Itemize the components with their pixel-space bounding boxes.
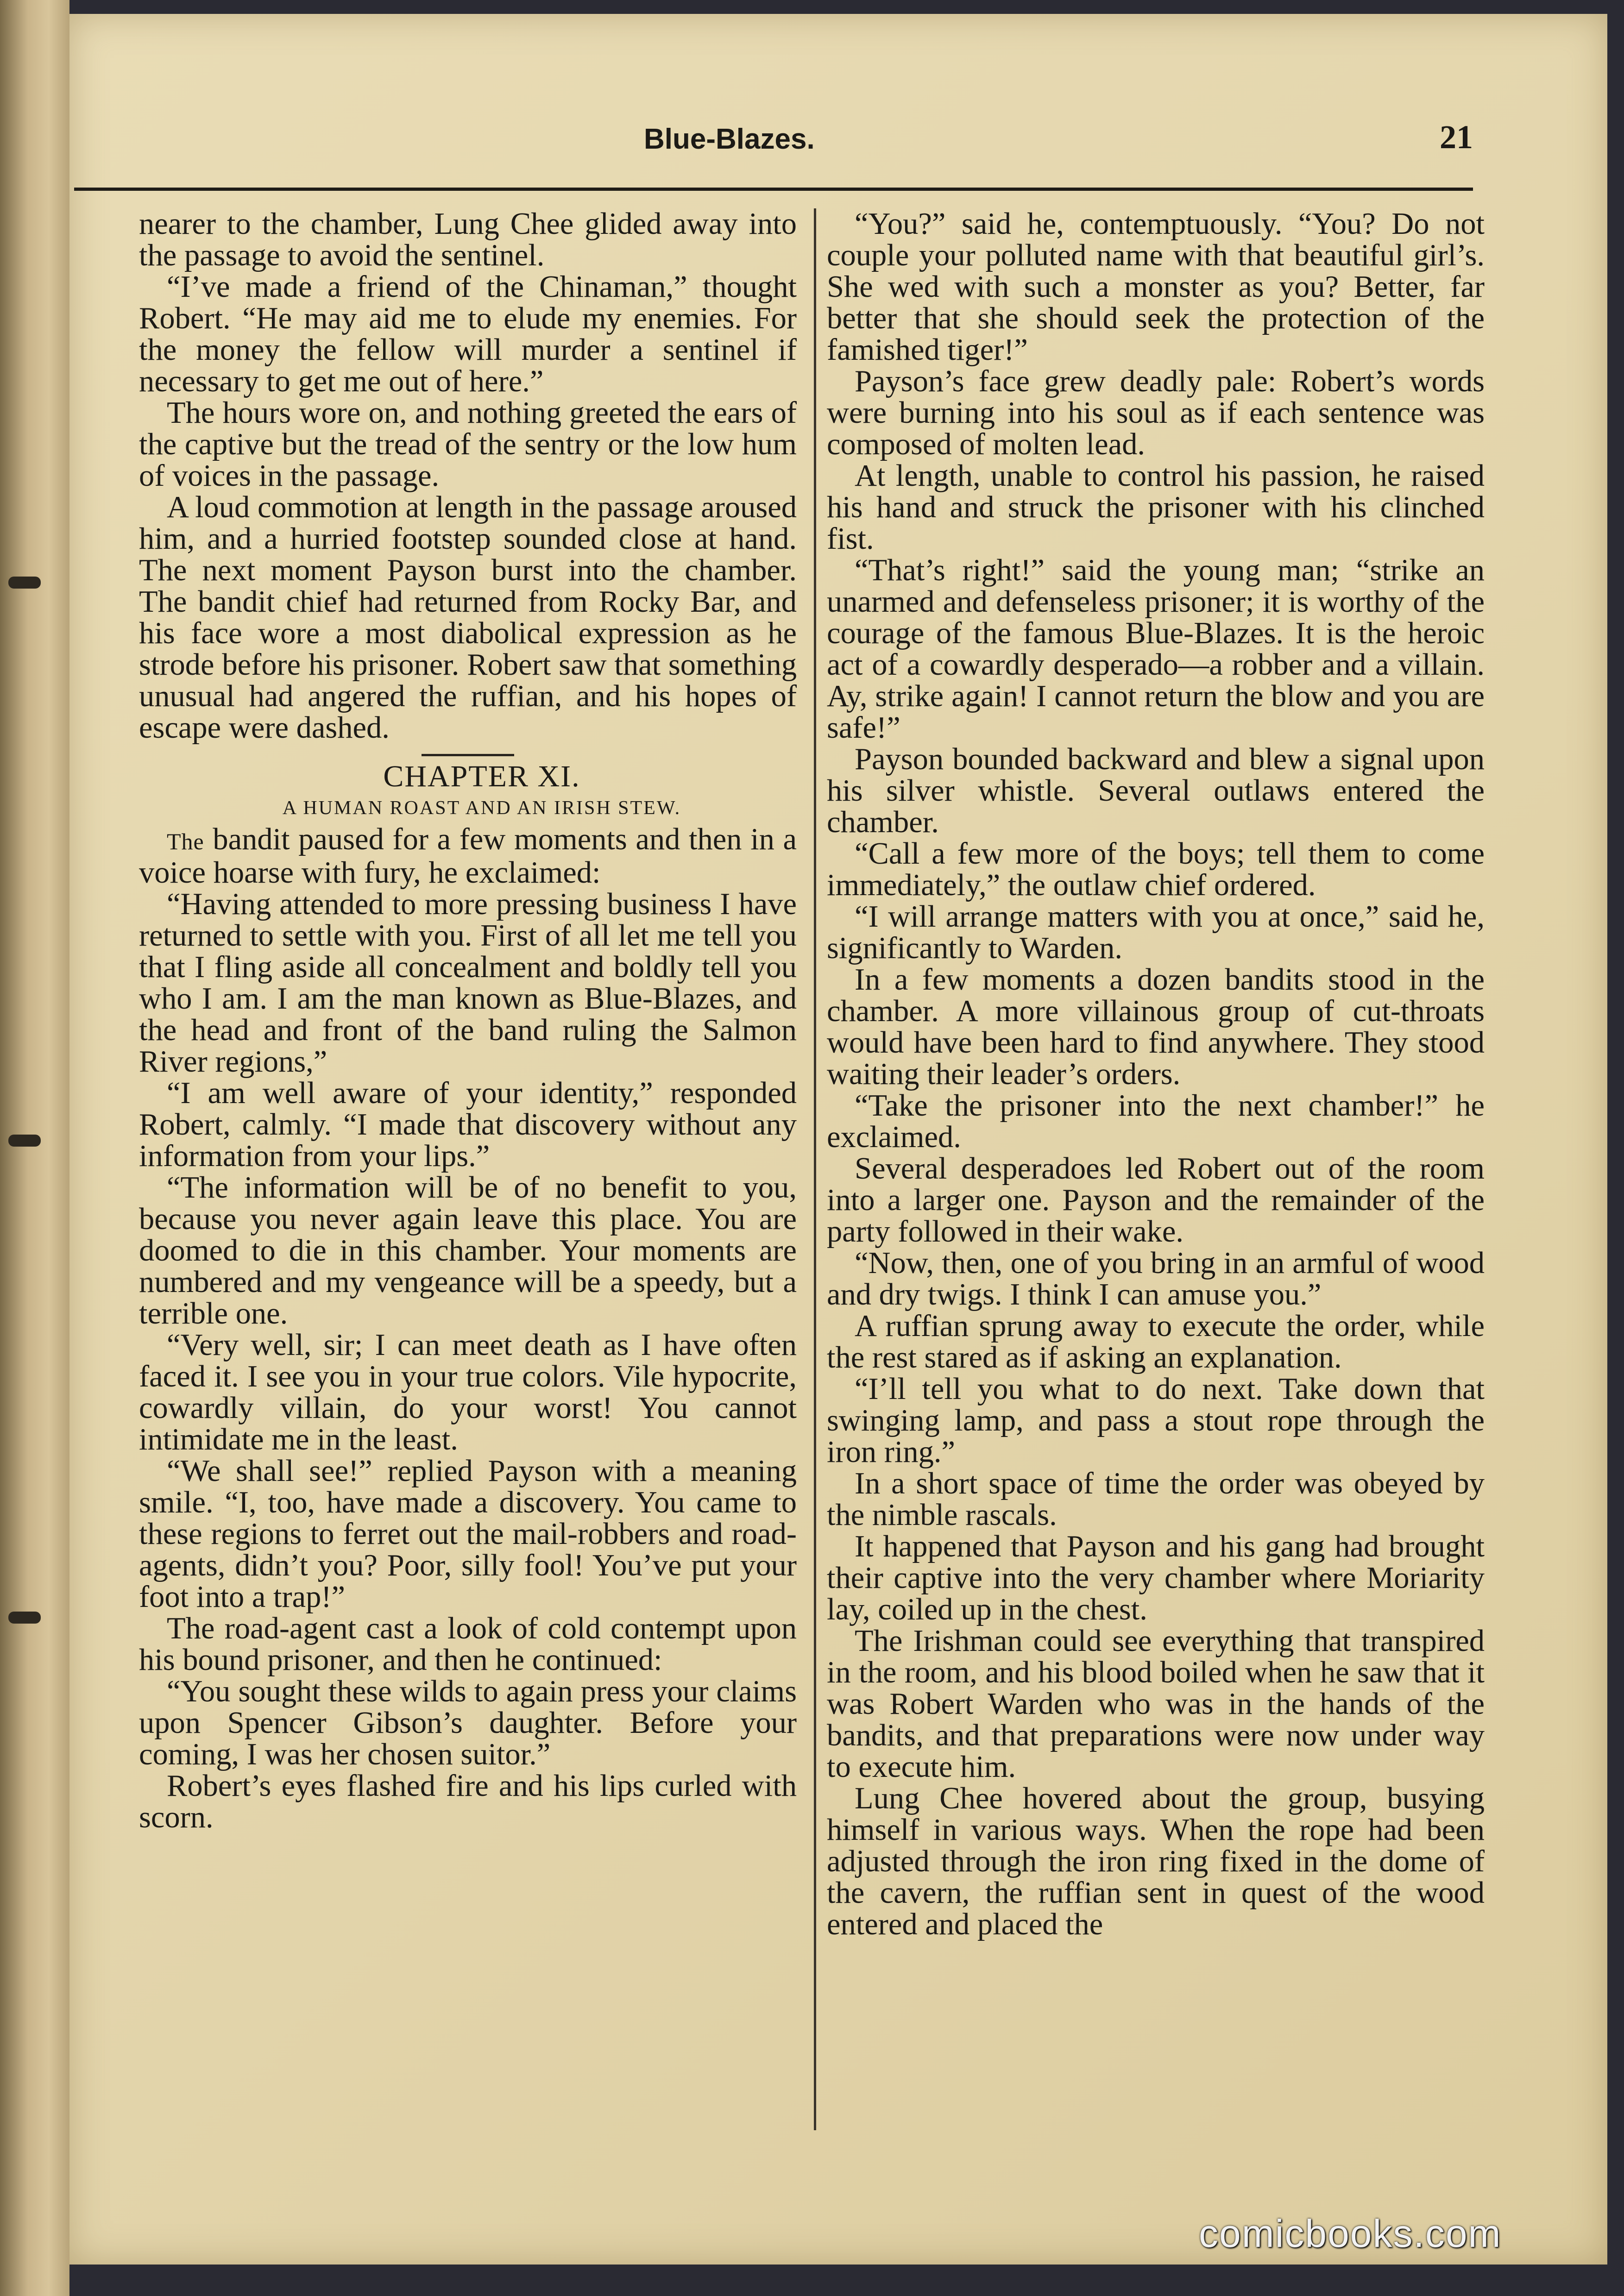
paragraph: The Irishman could see everything that transpired in the room, and his blood boiled when he saw that it was Robert Warden who was in the hands of the bandits, and that preparations were now under way to execute him. <box>827 1624 1485 1784</box>
paragraph: “Having attended to more pressing business I have returned to settle with you. First of all let me tell you that I fling aside all concealment and boldly tell you who I am. I am the man known as Blue-Blazes, and the head and front of the band ruling the Salmon River regions,” <box>139 887 797 1079</box>
column-divider <box>814 208 816 2130</box>
paragraph <box>139 824 797 889</box>
paragraph: “Very well, sir; I can meet death as I have often faced it. I see you in your true colors. Vile hypocrite, cowardly villain, do your worst! You cannot intimidate me in the least. <box>139 1328 797 1456</box>
opening-word: The <box>167 828 204 854</box>
page-number: 21 <box>1440 119 1473 156</box>
paragraph: “The information will be of no benefit to you, because you never again leave this place. You are doomed to die in this chamber. Your moments are numbered and my vengeance will be a speedy, but a terrible one. <box>139 1171 797 1330</box>
left-column <box>139 208 797 2172</box>
paragraph-text: bandit paused for a few moments and then in a voice hoarse with fury, he exclaimed: <box>139 822 797 890</box>
paragraph: “Now, then, one of you bring in an armful of wood and dry twigs. I think I can amuse you.” <box>827 1246 1485 1311</box>
paragraph: “You sought these wilds to again press your claims upon Spencer Gibson’s daughter. Before your coming, I was her chosen suitor.” <box>139 1675 797 1771</box>
paragraph: “I will arrange matters with you at once,” said he, significantly to Warden. <box>827 900 1485 965</box>
right-column <box>827 208 1485 2172</box>
paragraph: nearer to the chamber, Lung Chee glided away into the passage to avoid the sentinel. <box>139 208 797 272</box>
paragraph: “I’ve made a friend of the Chinaman,” thought Robert. “He may aid me to elude my enemies. For the money the fellow will murder a sentinel if necessary to get me out of here.” <box>139 270 797 398</box>
paragraph: “I’ll tell you what to do next. Take down that swinging lamp, and pass a stout rope through the iron ring.” <box>827 1372 1485 1469</box>
paragraph: Several desperadoes led Robert out of the room into a larger one. Payson and the remainder of the party followed in their wake. <box>827 1152 1485 1248</box>
paragraph: “Call a few more of the boys; tell them to come immediately,” the outlaw chief ordered. <box>827 837 1485 902</box>
paragraph: Lung Chee hovered about the group, busying himself in various ways. When the rope had been adjusted through the iron ring fixed in the dome of the cavern, the ruffian sent in quest of the wood entered and placed the <box>827 1782 1485 1941</box>
paragraph: It happened that Payson and his gang had brought their captive into the very chamber where Moriarity lay, coiled up in the chest. <box>827 1530 1485 1626</box>
header-rule <box>74 188 1473 191</box>
paragraph: Payson’s face grew deadly pale: Robert’s words were burning into his soul as if each sentence was composed of molten lead. <box>827 364 1485 461</box>
site-watermark: comicbooks.com <box>1199 2212 1502 2255</box>
running-header <box>74 109 1473 174</box>
paragraph: “Take the prisoner into the next chamber!” he exclaimed. <box>827 1089 1485 1154</box>
running-title: Blue-Blazes. <box>644 123 815 155</box>
paragraph: The hours wore on, and nothing greeted the ears of the captive but the tread of the sentry or the low hum of voices in the passage. <box>139 396 797 493</box>
chapter-title: CHAPTER XI. <box>383 759 580 793</box>
binding-stitch <box>8 577 41 589</box>
paragraph: At length, unable to control his passion, he raised his hand and struck the prisoner with his clinched fist. <box>827 459 1485 556</box>
chapter-subtitle: A HUMAN ROAST AND AN IRISH STEW. <box>282 797 681 819</box>
binding-stitch <box>8 1135 41 1147</box>
book-spine <box>0 0 69 2296</box>
paragraph: The road-agent cast a look of cold contempt upon his bound prisoner, and then he continued: <box>139 1612 797 1677</box>
paragraph: “We shall see!” replied Payson with a meaning smile. “I, too, have made a discovery. You came to these regions to ferret out the mail-robbers and road-agents, didn’t you? Poor, silly fool! You’ve put your foot into a trap!” <box>139 1454 797 1614</box>
paragraph: “I am well aware of your identity,” responded Robert, calmly. “I made that discovery without any information from your lips.” <box>139 1076 797 1173</box>
paragraph: In a few moments a dozen bandits stood in the chamber. A more villainous group of cut-throats would have been hard to find anywhere. They stood waiting their leader’s orders. <box>827 963 1485 1091</box>
paragraph: In a short space of time the order was obeyed by the nimble rascals. <box>827 1467 1485 1532</box>
paragraph: A ruffian sprung away to execute the order, while the rest stared as if asking an explanation. <box>827 1309 1485 1374</box>
paragraph: “That’s right!” said the young man; “strike an unarmed and defenseless prisoner; it is worthy of the courage of the famous Blue-Blazes. It is the heroic act of a cowardly desperado—a robber and a villain. Ay, strike again! I cannot return the blow and you are safe!” <box>827 553 1485 745</box>
paragraph: A loud commotion at length in the passage aroused him, and a hurried footstep sounded close at hand. The next moment Payson burst into the chamber. The bandit chief had returned from Rocky Bar, and his face wore a most diabolical expression as he strode before his prisoner. Robert saw that something unusual had angered the ruffian, and his hopes of escape were dashed. <box>139 490 797 745</box>
binding-stitch <box>8 1612 41 1624</box>
paragraph: “You?” said he, contemptuously. “You? Do not couple your polluted name with that beautiful girl’s. She wed with such a monster as you? Better, far better that she should seek the protection of the famished tiger!” <box>827 208 1485 367</box>
paragraph: Robert’s eyes flashed fire and his lips curled with scorn. <box>139 1769 797 1834</box>
paragraph: Payson bounded backward and blew a signal upon his silver whistle. Several outlaws entered the chamber. <box>827 742 1485 839</box>
chapter-rule <box>422 754 514 756</box>
